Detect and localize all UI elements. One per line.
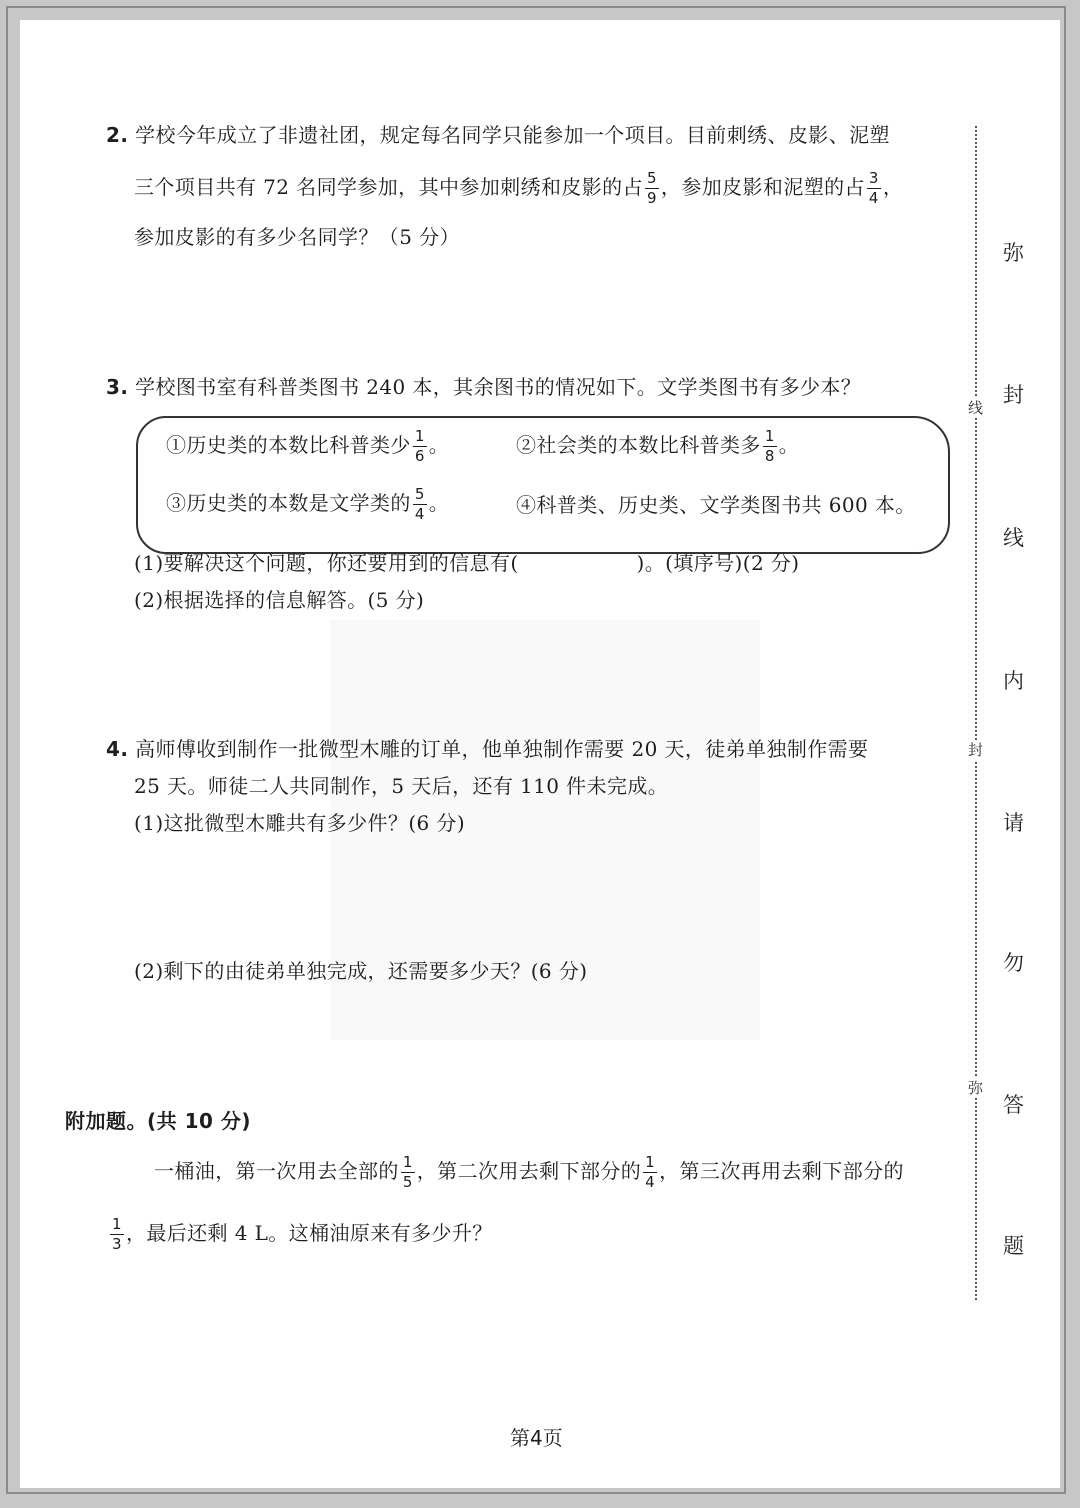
seal-mark-feng: 封 — [968, 741, 984, 759]
q4-number: 4. — [106, 737, 129, 761]
q2-fraction-3-4: $\frac{3}{4}$ — [868, 169, 879, 207]
q2-line1 — [106, 120, 890, 150]
q3-fraction-5-4: $\frac{5}{4}$ — [414, 485, 425, 523]
q3-sub2: (2)根据选择的信息解答。(5 分) — [134, 588, 425, 612]
seal-mark-mi: 弥 — [968, 1079, 984, 1097]
q2-line2: 三个项目共有 72 名同学参加，其中参加刺绣和皮影的占 $\frac{5}{9}$ ，参加皮影和泥塑的占 $\frac{3}{4}$ ， — [134, 169, 904, 207]
exam-page — [20, 20, 1060, 1488]
q3-line1 — [106, 372, 861, 402]
bonus-title: 附加题。(共 10 分) — [65, 1109, 252, 1133]
q4-sub1: (1)这批微型木雕共有多少件？(6 分) — [134, 811, 466, 835]
side-char-4: 内 — [1003, 669, 1024, 693]
side-char-1: 弥 — [1003, 241, 1024, 265]
q4-sub2: (2)剩下的由徒弟单独完成，还需要多少天？(6 分) — [134, 959, 588, 983]
q2-fraction-5-9: $\frac{5}{9}$ — [646, 169, 657, 207]
q2-line3: 参加皮影的有多少名同学？（5 分） — [134, 225, 460, 249]
q3-info-4: ④科普类、历史类、文学类图书共 600 本。 — [516, 493, 916, 517]
q3-info-2: ②社会类的本数比科普类多 $\frac{1}{8}$ 。 — [516, 427, 800, 465]
q2-number: 2. — [106, 123, 129, 147]
seal-mark-xian: 线 — [968, 399, 984, 417]
q3-info-1: ①历史类的本数比科普类少 $\frac{1}{6}$ 。 — [166, 427, 450, 465]
q3-sub1: (1)要解决这个问题，你还要用到的信息有( )。(填序号)(2 分) — [134, 551, 800, 575]
q3-fraction-1-8: $\frac{1}{8}$ — [764, 427, 775, 465]
q3-fraction-1-6: $\frac{1}{6}$ — [414, 427, 425, 465]
side-char-7: 答 — [1003, 1093, 1024, 1117]
side-char-3: 线 — [1003, 526, 1024, 550]
side-char-5: 请 — [1003, 811, 1024, 835]
page-number: 第4页 — [510, 1426, 563, 1450]
q4-line1 — [106, 734, 868, 764]
q3-number: 3. — [106, 375, 129, 399]
q2-text-1: 学校今年成立了非遗社团，规定每名同学只能参加一个项目。目前刺绣、皮影、泥塑 — [135, 123, 890, 147]
q4-line2: 25 天。师徒二人共同制作，5 天后，还有 110 件未完成。 — [134, 774, 669, 798]
q2-text-2b: ，参加皮影和泥塑的占 — [660, 175, 865, 199]
bonus-line1: 一桶油，第一次用去全部的 $\frac{1}{5}$ ，第二次用去剩下部分的 $\frac{1}{4}$ ，第三次再用去剩下部分的 — [154, 1153, 904, 1191]
side-char-2: 封 — [1003, 383, 1024, 407]
side-char-8: 题 — [1003, 1234, 1024, 1258]
seal-dotted-line — [975, 126, 977, 1300]
bonus-line2: $\frac{1}{3}$ ，最后还剩 4 L。这桶油原来有多少升？ — [112, 1215, 493, 1253]
bonus-fraction-1-3: $\frac{1}{3}$ — [112, 1215, 122, 1253]
bonus-fraction-1-5: $\frac{1}{5}$ — [402, 1153, 413, 1191]
bonus-fraction-1-4: $\frac{1}{4}$ — [645, 1153, 656, 1191]
q4-text-1: 高师傅收到制作一批微型木雕的订单，他单独制作需要 20 天，徒弟单独制作需要 — [135, 737, 869, 761]
side-char-6: 勿 — [1003, 951, 1024, 975]
q3-info-3: ③历史类的本数是文学类的 $\frac{5}{4}$ 。 — [166, 485, 450, 523]
q2-text-2a: 三个项目共有 72 名同学参加，其中参加刺绣和皮影的占 — [134, 175, 643, 199]
q3-text-1: 学校图书室有科普类图书 240 本，其余图书的情况如下。文学类图书有多少本？ — [135, 375, 862, 399]
